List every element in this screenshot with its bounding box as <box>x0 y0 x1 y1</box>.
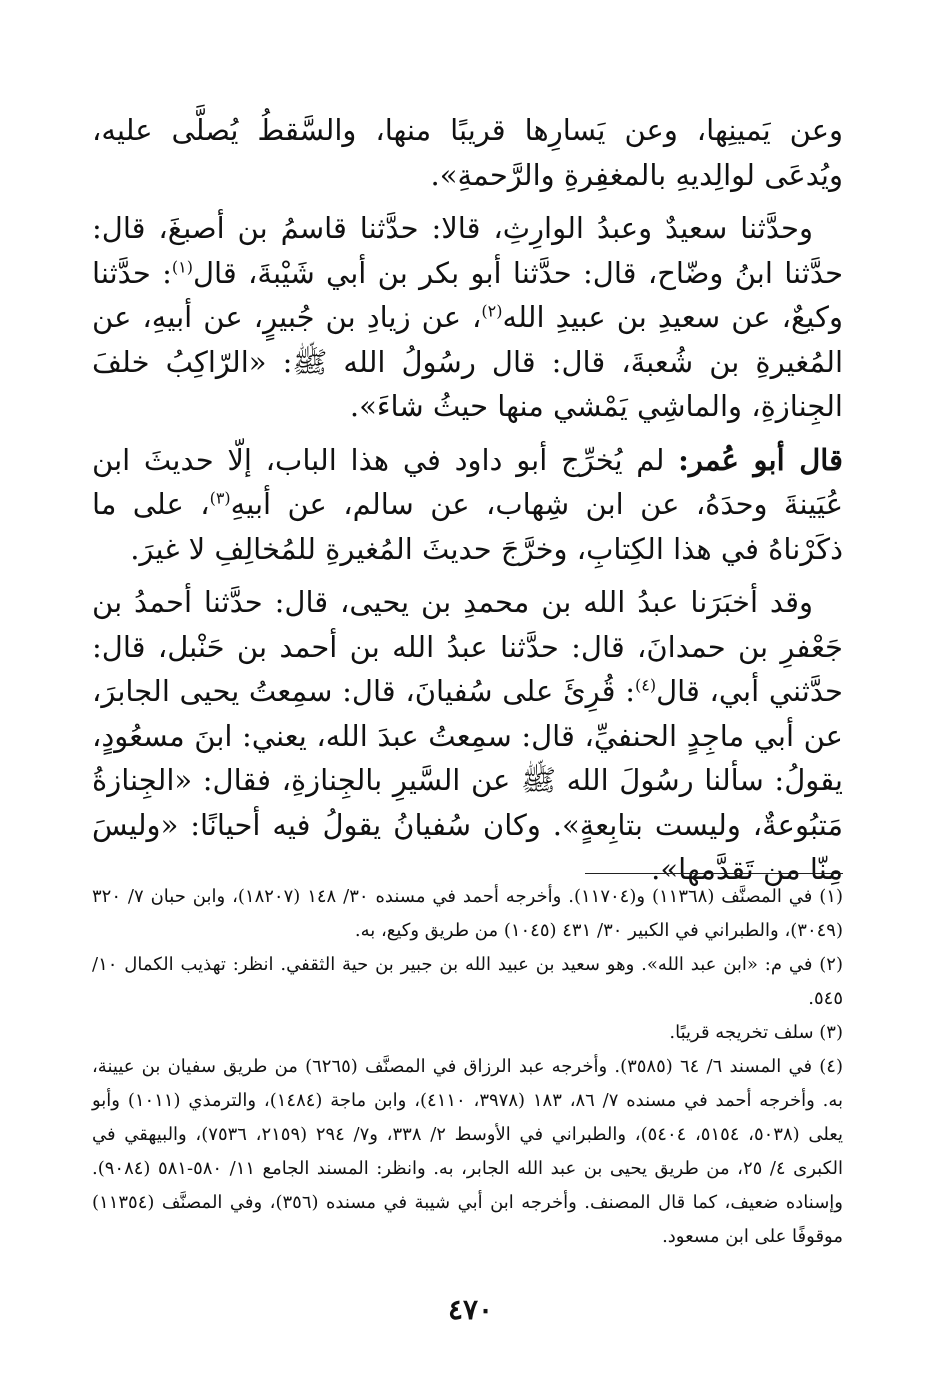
page-number: ٤٧٠ <box>447 1293 494 1326</box>
paragraph-3-text-a: لم يُخرِّج أبو داود في هذا الباب، إلّا حديثَ ابن عُيَينةَ وحدَهُ، عن ابن شِهاب، عن سالم، عن أبيهِ <box>92 442 844 521</box>
page-body <box>92 108 843 901</box>
paragraph-2 <box>92 206 843 429</box>
footnote-ref-2: (٢) <box>481 301 503 321</box>
footnote-2: (٢) في م: «ابن عبد الله». وهو سعيد بن عبيد الله بن جبير بن حية الثقفي. انظر: تهذيب الكمال ١٠/ ٥٤٥. <box>92 954 843 1009</box>
paragraph-1-text: وعن يَمينِها، وعن يَسارِها قريبًا منها، والسَّقطُ يُصلَّى عليه، ويُدعَى لوالِديهِ بالمغفِرةِ والرَّحمةِ». <box>92 113 843 192</box>
paragraph-1 <box>92 108 843 197</box>
footnote-ref-1: (١) <box>171 256 193 276</box>
paragraph-3 <box>92 438 843 572</box>
footnotes <box>92 880 843 1254</box>
footnote-4: (٤) في المسند ٦/ ٦٤ (٣٥٨٥). وأخرجه عبد الرزاق في المصنَّف (٦٢٦٥) من طريق سفيان بن عيينة، به. وأخرجه أحمد في مسنده ٧/ ٨٦، ١٨٣ (٣٩٧٨، ٤١١٠)، وابن ماجة (١٤٨٤)، والترمذي (١٠١١) وأبو يعلى (٥٠٣٨، ٥١٥٤، ٥٤٠٤)، والطبراني في الأوسط ٢/ ٣٣٨، و٧/ ٢٩٤ (٢١٥٩، ٧٥٣٦)، والبيهقي في الكبرى ٤/ ٢٥، من طريق يحيى بن عبد الله الجابر، به. وانظر: المسند الجامع ١١/ ٥٨٠-٥٨١ (٩٠٨٤). وإسناده ضعيف، كما قال المصنف. وأخرجه ابن أبي شيبة في مسنده (٣٥٦)، وفي المصنَّف (١١٣٥٤) موقوفًا على ابن مسعود. <box>92 1056 844 1247</box>
footnote-ref-4: (٤) <box>634 675 657 695</box>
paragraph-2-text-c: ، عن زيادِ بن جُبيرٍ، عن أبيهِ، عن المُغيرةِ بن شُعبةَ، قال: قال رسُولُ الله ﷺ: «الرّاكِبُ خلفَ الجِنازةِ، والماشِي يَمْشي منها حيثُ شاءَ». <box>92 300 843 423</box>
main-text <box>92 108 843 892</box>
footnote-separator <box>585 873 843 874</box>
footnote-ref-3: (٣) <box>209 488 231 508</box>
paragraph-3-lead: قال أبو عُمر: <box>678 442 843 477</box>
footnote-1: (١) في المصنَّف (١١٣٦٨) و(١١٧٠٤). وأخرجه أحمد في مسنده ٣٠/ ١٤٨ (١٨٢٠٧)، وابن حبان ٧/ ٣٢٠ (٣٠٤٩)، والطبراني في الكبير ٣٠/ ٤٣١ (١٠٤٥) من طريق وكيع، به. <box>92 886 843 941</box>
paragraph-2-text-b: : حدَّثنا وكيعٌ، عن سعيدِ بن عبيدِ الله <box>92 255 843 334</box>
paragraph-2-text-a: وحدَّثنا سعيدٌ وعبدُ الوارِثِ، قالا: حدَّثنا قاسمُ بن أصبغَ، قال: حدَّثنا ابنُ وضّاح، قال: حدَّثنا أبو بكر بن أبي شَيْبةَ، قال <box>92 211 844 290</box>
paragraph-4 <box>92 580 843 892</box>
paragraph-4-text-a: وقد أخبَرَنا عبدُ الله بن محمدِ بن يحيى، قال: حدَّثنا أحمدُ بن جَعْفرِ بن حمدانَ، قال: حدَّثنا عبدُ الله بن أحمد بن حَنْبل، قال: حدَّثني أبي، قال <box>92 585 843 708</box>
paragraph-3-text-b: ، على ما ذكَرْناهُ في هذا الكِتابِ، وخرَّجَ حديثَ المُغيرةِ للمُخالِفِ لا غيرَ. <box>92 487 843 566</box>
footnote-3: (٣) سلف تخريجه قريبًا. <box>669 1022 843 1043</box>
paragraph-4-text-b: : قُرِئَ على سُفيانَ، قال: سمِعتُ يحيى الجابرَ، عن أبي ماجِدٍ الحنفيِّ، قال: سمِعتُ عبدَ الله، يعني: ابنَ مسعُودٍ، يقولُ: سألنا رسُولَ الله ﷺ عن السَّيرِ بالجِنازةِ، فقال: «الجِنازةُ مَتبُوعةٌ، وليست بتابِعةٍ». وكان سُفيانُ يقولُ فيه أحيانًا: «وليسَ مِنّا من تَقدَّمها». <box>92 674 843 886</box>
